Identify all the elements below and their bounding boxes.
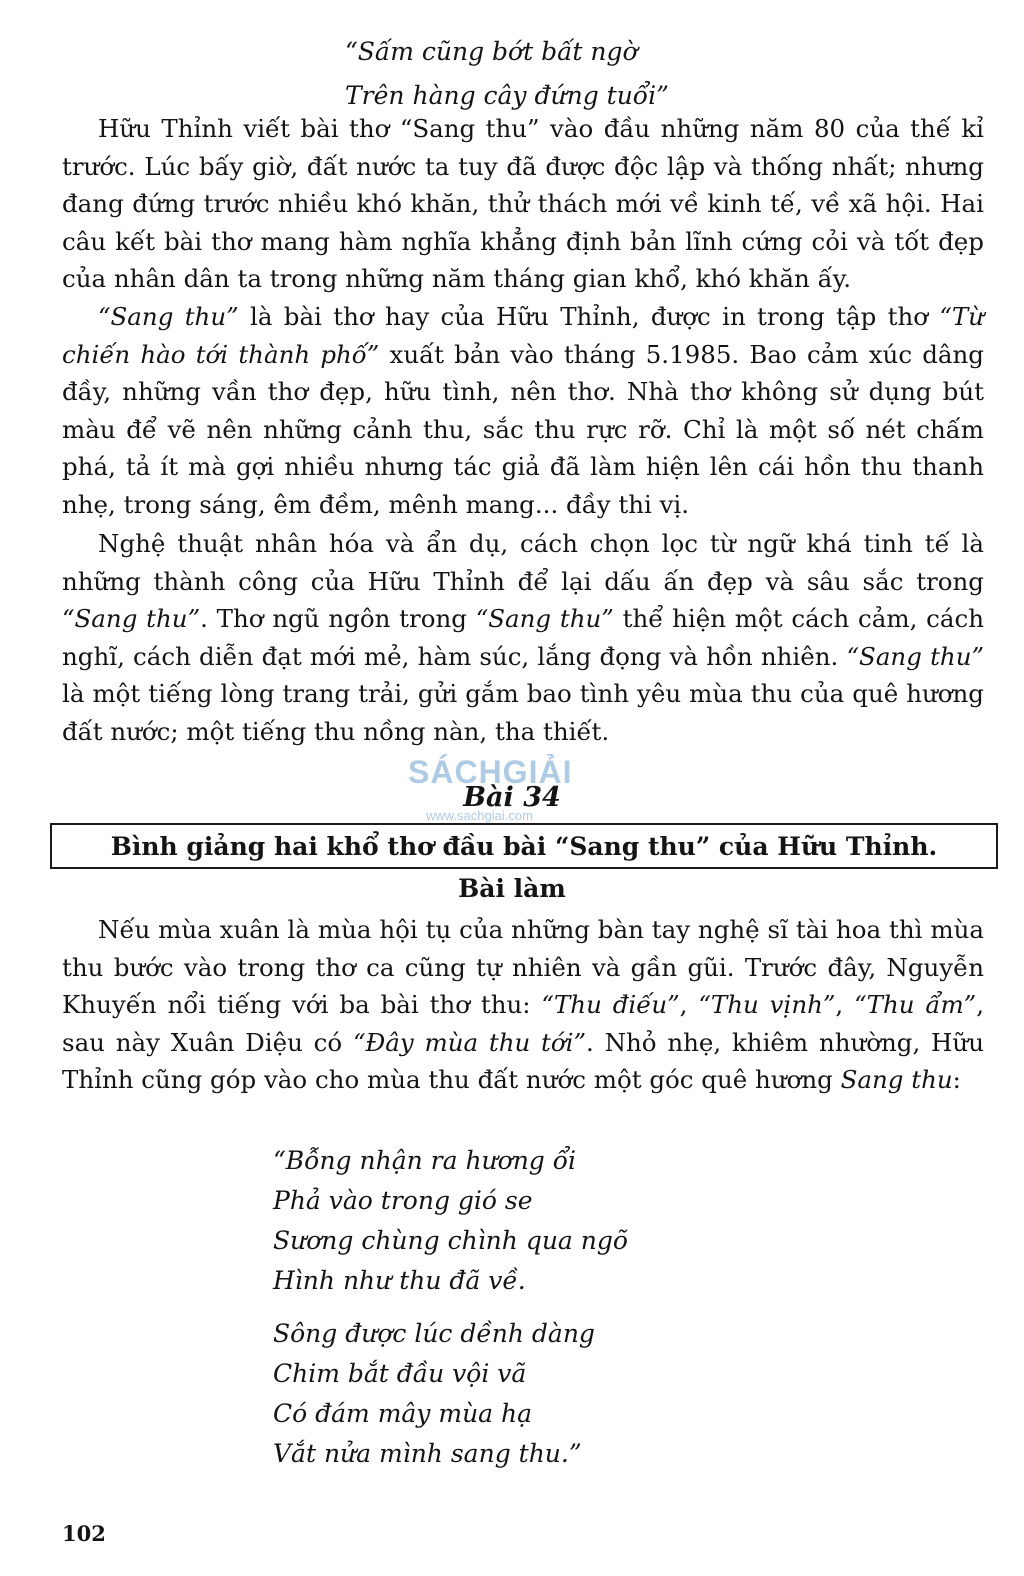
work-title: “Thu điếu” (541, 990, 680, 1020)
work-title: “Sang thu” (62, 604, 201, 634)
paragraph-text: . Thơ ngũ ngôn trong (200, 604, 476, 634)
paragraph-text: Nghệ thuật nhân hóa và ẩn dụ, cách chọn lọc từ ngữ khá tinh tế là những thành công của Hữu Thỉnh để lại dấu ấn đẹp và sâu sắc trong (62, 529, 984, 596)
topic-box: Bình giảng hai khổ thơ đầu bài “Sang thu” của Hữu Thỉnh. (50, 823, 998, 869)
paragraph-text: , (835, 990, 855, 1020)
work-title: “Thu vịnh” (698, 990, 836, 1020)
work-title: “Sang thu” (475, 604, 614, 634)
paragraph-art (62, 525, 984, 751)
work-title: “Đây mùa thu tới” (352, 1027, 587, 1057)
verse-line: Hình như thu đã về. (273, 1266, 526, 1295)
poem-stanza-1 (273, 1141, 628, 1301)
paragraph-text: là một tiếng lòng trang trải, gửi gắm bao tình yêu mùa thu của quê hương đất nước; một tiếng thu nồng nàn, tha thiết. (62, 679, 984, 746)
work-title: “Thu ẩm” (854, 990, 977, 1020)
verse-line: “Sấm cũng bớt bất ngờ (345, 37, 638, 66)
verse-line: Trên hàng cây đứng tuổi” (345, 81, 669, 110)
verse-line: Chim bắt đầu vội vã (273, 1359, 527, 1388)
paragraph-text: . Nhỏ nhẹ, khiêm nhường, Hữu Thỉnh cũng góp vào cho mùa thu đất nước một góc quê hương (62, 1027, 984, 1095)
work-title: “Sang thu” (98, 302, 239, 331)
collection-title: “Từ chiến hào tới thành phố” (62, 302, 984, 369)
watermark-brand: SÁCHGIẢI (408, 754, 573, 790)
paragraph-text: xuất bản vào tháng 5.1985. Bao cảm xúc dâng đầy, những vần thơ đẹp, hữu tình, nên thơ. Nhà thơ không sử dụng bút màu để vẽ nên những cảnh thu, sắc thu rực rỡ. Chỉ là một số nét chấm phá, tả ít mà gợi nhiều nhưng tác giả đã làm hiện lên cái hồn thu thanh nhẹ, trong sáng, êm đềm, mênh mang... đầy thi vị. (62, 339, 984, 519)
watermark-url: www.sachgiai.com (426, 808, 533, 823)
page-number: 102 (62, 1521, 106, 1546)
paragraph-text: : (952, 1065, 961, 1095)
paragraph-text: là bài thơ hay của Hữu Thỉnh, được in trong tập thơ (238, 302, 940, 331)
paragraph-intro (62, 911, 984, 1099)
work-title: “Sang thu” (846, 641, 984, 671)
paragraph-text: Nếu mùa xuân là mùa hội tụ của những bàn tay nghệ sĩ tài hoa thì mùa thu bước vào trong thơ ca cũng tự nhiên và gần gũi. Trước đây, Nguyễn Khuyến nổi tiếng với ba bài thơ thu: (62, 915, 984, 1020)
paragraph-context: Hữu Thỉnh viết bài thơ “Sang thu” vào đầu những năm 80 của thế kỉ trước. Lúc bấy giờ, đất nước ta tuy đã được độc lập và thống nhất; nhưng đang đứng trước nhiều khó khăn, thử thách mới về kinh tế, về xã hội. Hai câu kết bài thơ mang hàm nghĩa khẳng định bản lĩnh cứng cỏi và tốt đẹp của nhân dân ta trong những năm tháng gian khổ, khó khăn ấy. (62, 114, 984, 294)
verse-line: Phả vào trong gió se (273, 1186, 533, 1215)
verse-line: Có đám mây mùa hạ (273, 1399, 533, 1428)
paragraph-collection (62, 298, 984, 524)
verse-line: Vắt nửa mình sang thu.” (273, 1439, 582, 1468)
poem-stanza-2 (273, 1314, 595, 1474)
lesson-title: Bài 34 (463, 782, 561, 813)
verse-line: Sông được lúc dềnh dàng (273, 1319, 595, 1348)
answer-heading: Bài làm (458, 874, 566, 903)
verse-line: “Bỗng nhận ra hương ổi (273, 1146, 577, 1175)
paragraph-text: thể hiện một cách cảm, cách nghĩ, cách diễn đạt mới mẻ, hàm súc, lắng đọng và hồn nhiên. (62, 604, 984, 671)
work-title: Sang thu (840, 1065, 953, 1095)
opening-verse (345, 30, 669, 118)
verse-line: Sương chùng chình qua ngõ (273, 1226, 628, 1255)
paragraph-text: , (679, 990, 699, 1020)
paragraph-text: , sau này Xuân Diệu có (62, 990, 984, 1057)
